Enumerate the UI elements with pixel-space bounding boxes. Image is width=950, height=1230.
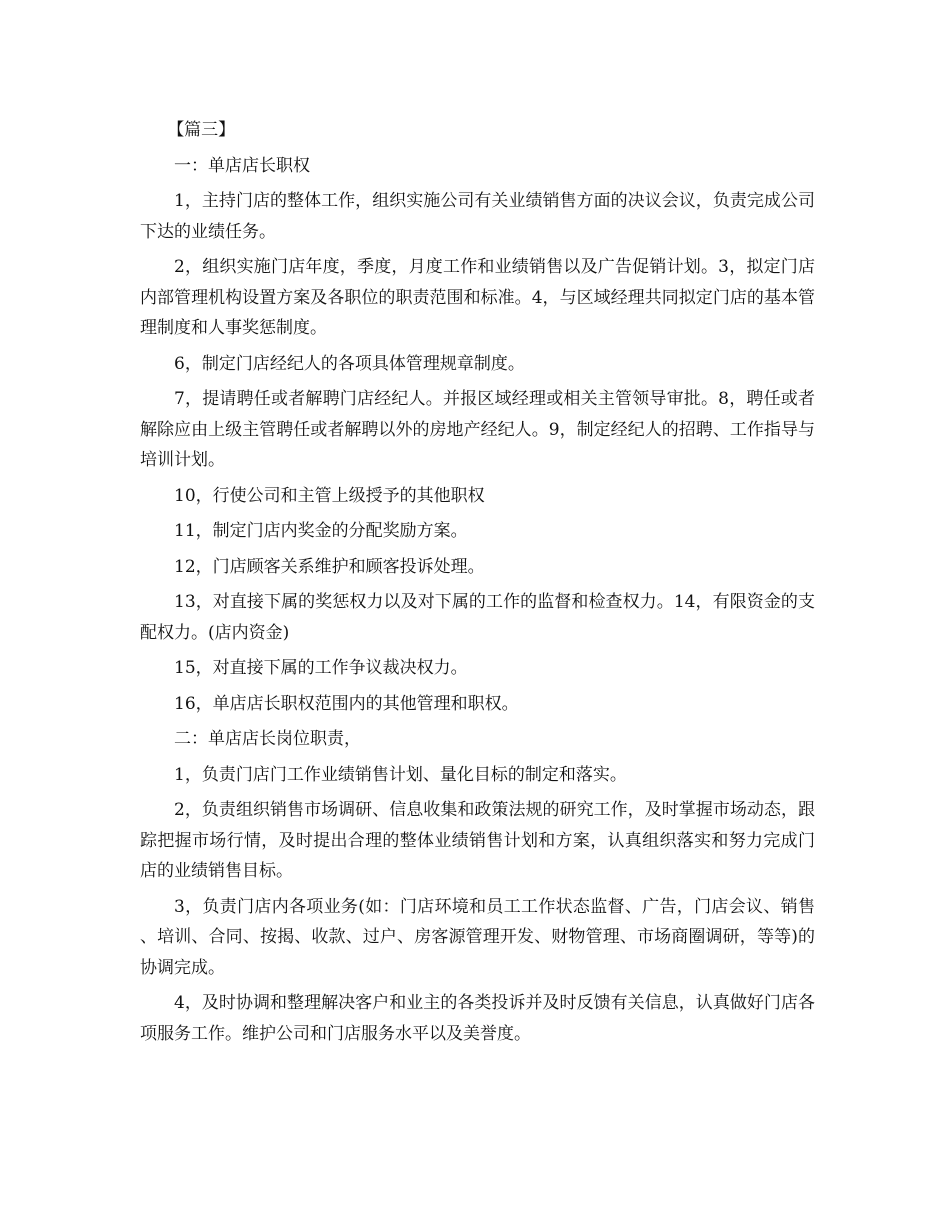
paragraph: 16，单店店长职权范围内的其他管理和职权。: [174, 693, 519, 714]
paragraph: 7，提请聘任或者解聘门店经纪人。并报区域经理或相关主管领导审批。8，聘任或者解除应由上级主管聘任或者解聘以外的房地产经纪人。9，制定经纪人的招聘、工作指导与培训计划。: [140, 389, 815, 470]
paragraph: 2，负责组织销售市场调研、信息收集和政策法规的研究工作，及时掌握市场动态，跟踪把握市场行情，及时提出合理的整体业绩销售计划和方案，认真组织落实和努力完成门店的业绩销售目标。: [140, 800, 815, 881]
paragraph: 6，制定门店经纪人的各项具体管理规章制度。: [174, 353, 525, 374]
heading-store-manager-duties: 二：单店店长岗位职责，: [174, 729, 361, 749]
paragraph: 13，对直接下属的奖惩权力以及对下属的工作的监督和检查权力。14，有限资金的支配权力。(店内资金): [140, 592, 815, 643]
paragraph: 2，组织实施门店年度，季度，月度工作和业绩销售以及广告促销计划。3，拟定门店内部管理机构设置方案及各职位的职责范围和标准。4，与区域经理共同拟定门店的基本管理制度和人事奖惩制度。: [140, 257, 815, 338]
heading-store-manager-authority: 一：单店店长职权: [174, 155, 310, 176]
paragraph: 1，主持门店的整体工作，组织实施公司有关业绩销售方面的决议会议，负责完成公司下达的业绩任务。: [140, 191, 815, 242]
section-title: 【篇三】: [167, 120, 236, 140]
paragraph: 3，负责门店内各项业务(如：门店环境和员工工作状态监督、广告，门店会议、销售、培训、合同、按揭、收款、过户、房客源管理开发、财物管理、市场商圈调研，等等)的协调完成。: [140, 896, 815, 978]
paragraph: 11，制定门店内奖金的分配奖励方案。: [174, 521, 468, 541]
paragraph: 15，对直接下属的工作争议裁决权力。: [174, 658, 468, 678]
paragraph: 4，及时协调和整理解决客户和业主的各类投诉并及时反馈有关信息，认真做好门店各项服务工作。维护公司和门店服务水平以及美誉度。: [140, 993, 815, 1044]
paragraph: 1，负责门店门工作业绩销售计划、量化目标的制定和落实。: [174, 764, 627, 785]
document-body: [140, 115, 815, 1054]
paragraph: 10，行使公司和主管上级授予的其他职权: [174, 485, 485, 506]
paragraph: 12，门店顾客关系维护和顾客投诉处理。: [174, 556, 485, 577]
